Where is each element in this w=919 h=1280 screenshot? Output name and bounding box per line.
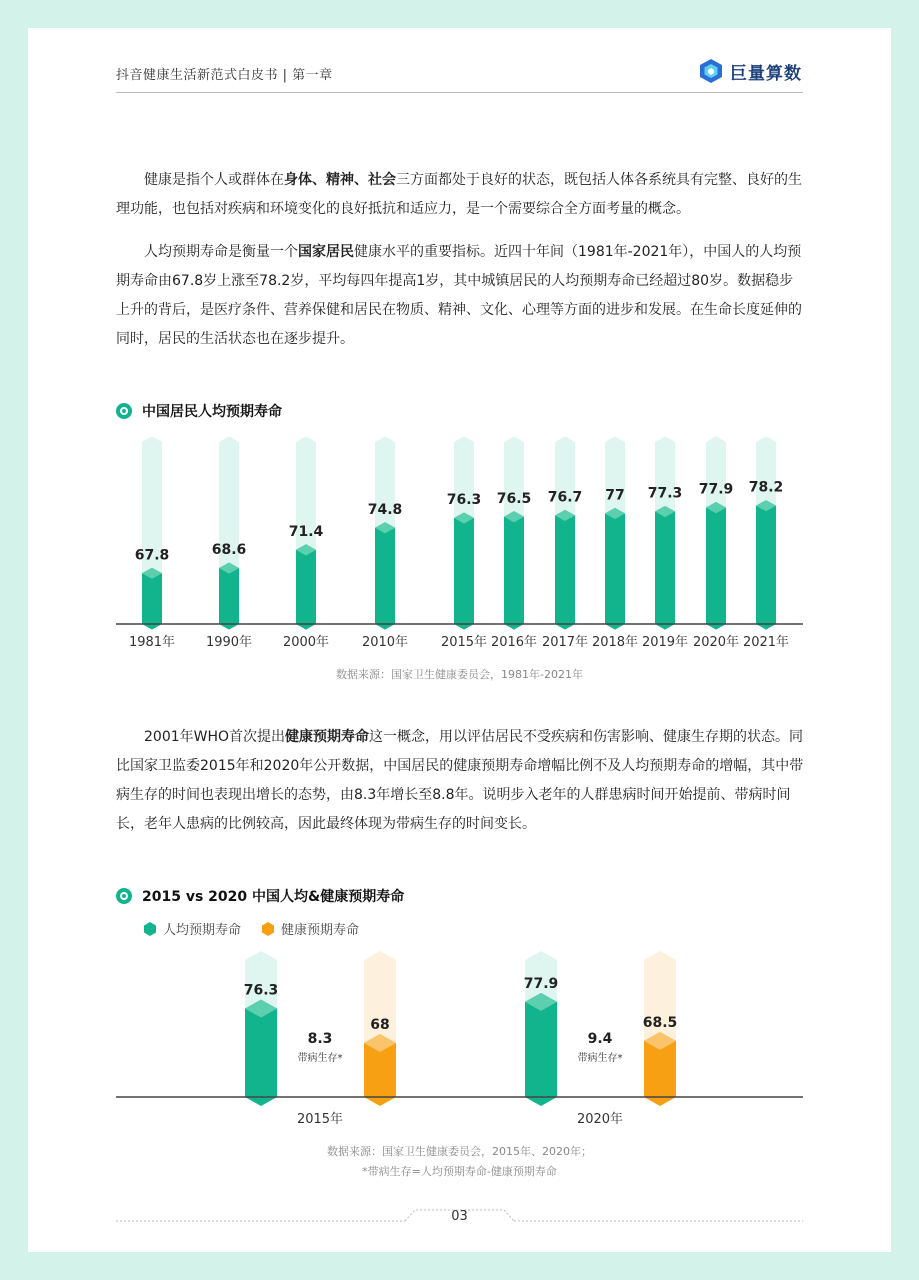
x-tick-label: 2017年 xyxy=(541,635,589,650)
bar-value-label: 68.5 xyxy=(642,1014,678,1031)
chart1-source: 数据来源：国家卫生健康委员会，1981年-2021年 xyxy=(336,668,583,681)
bar-value-label: 77.9 xyxy=(698,481,734,498)
comparison-chart xyxy=(0,945,919,1145)
gap-value-label: 9.4 xyxy=(587,1031,613,1047)
logo xyxy=(698,58,802,84)
bar-value-label: 76.7 xyxy=(547,489,583,506)
legend-item-life xyxy=(143,919,241,938)
bar-value-label: 76.3 xyxy=(243,982,279,999)
bar xyxy=(706,502,726,630)
paragraph-3-part-a: 2001年WHO首次提出 xyxy=(144,729,286,745)
bar xyxy=(375,522,395,629)
x-tick-label: 2016年 xyxy=(490,635,538,650)
bar xyxy=(504,511,524,629)
gap-label: 带病生存* xyxy=(577,1053,623,1064)
paragraph-1-part-a: 健康是指个人或群体在 xyxy=(144,172,284,188)
paragraph-2-part-a: 人均预期寿命是衡量一个 xyxy=(144,244,298,260)
legend-label-healthy: 健康预期寿命 xyxy=(281,923,360,938)
bar-value-label: 76.3 xyxy=(446,492,482,509)
chart2-legend xyxy=(143,919,359,938)
chart2-heading xyxy=(116,886,404,906)
x-tick-label: 2021年 xyxy=(742,635,790,650)
paragraph-1-bold: 身体、精神、社会 xyxy=(284,172,396,188)
paragraph-1 xyxy=(116,166,806,224)
page-number: 03 xyxy=(451,1209,468,1224)
life-expectancy-chart xyxy=(0,430,919,660)
paragraph-1-part-c: 三方面都处于良好的状态，既包括人体各系统具有完整、良好的生理功能，也包括对疾病和环境变化的良好抵抗和适应力，是一个需要综合全方面考量的概念。 xyxy=(116,172,802,217)
bar-value-label: 78.2 xyxy=(748,479,784,496)
bar xyxy=(555,510,575,630)
target-icon xyxy=(116,888,132,904)
logo-icon xyxy=(698,58,724,84)
hexagon-icon xyxy=(261,922,275,936)
bar-value-label: 71.4 xyxy=(288,523,324,540)
bar xyxy=(296,544,316,629)
x-tick-label: 2018年 xyxy=(591,635,639,650)
paragraph-3-part-c: 这一概念，用以评估居民不受疾病和伤害影响、健康生存期的状态。同比国家卫监委2015年和2020年公开数据，中国居民的健康预期寿命增幅比例不及人均预期寿命的增幅，其中带病生存的时间也表现出增长的态势，由8.3年增长至8.8年。说明步入老年的人群患病时间开始提前、带病时间长，老年人患病的比例较高，因此最终体现为带病生存的时间变长。 xyxy=(116,729,804,832)
x-tick-label: 2019年 xyxy=(641,635,689,650)
x-tick-label: 1990年 xyxy=(205,635,253,650)
chart2-source-2: *带病生存=人均预期寿命-健康预期寿命 xyxy=(362,1165,557,1178)
paragraph-3 xyxy=(116,723,806,839)
bar xyxy=(454,512,474,629)
bar-value-label: 74.8 xyxy=(367,501,403,518)
bar-value-label: 77.3 xyxy=(647,485,683,502)
paragraph-3-bold: 健康预期寿命 xyxy=(285,729,370,745)
bar-value-label: 77.9 xyxy=(523,975,559,992)
logo-text: 巨量算数 xyxy=(730,63,802,84)
x-tick-label: 2010年 xyxy=(361,635,409,650)
paragraph-2-bold: 国家居民 xyxy=(298,244,354,260)
legend-item-healthy xyxy=(261,919,359,938)
x-tick-label: 1981年 xyxy=(128,635,176,650)
bar-value-label: 67.8 xyxy=(134,547,170,564)
paragraph-2 xyxy=(116,238,806,354)
x-tick-label: 2020年 xyxy=(576,1112,624,1127)
bar xyxy=(605,508,625,630)
gap-label: 带病生存* xyxy=(297,1053,343,1064)
hexagon-icon xyxy=(143,922,157,936)
x-tick-label: 2015年 xyxy=(440,635,488,650)
x-tick-label: 2020年 xyxy=(692,635,740,650)
bar xyxy=(655,506,675,630)
bar-value-label: 68 xyxy=(370,1017,390,1034)
legend-label-life: 人均预期寿命 xyxy=(163,923,242,938)
bar xyxy=(756,500,776,629)
bar-value-label: 68.6 xyxy=(211,542,247,559)
paragraph-2-part-c: 健康水平的重要指标。近四十年间（1981年-2021年），中国人的人均预期寿命由67.8岁上涨至78.2岁，平均每四年提高1岁，其中城镇居民的人均预期寿命已经超过80岁。数据稳步上升的背后，是医疗条件、营养保健和居民在物质、精神、文化、心理等方面的进步和发展。在生命长度延伸的同时，居民的生活状态也在逐步提升。 xyxy=(116,244,802,347)
x-tick-label: 2015年 xyxy=(296,1112,344,1127)
target-icon xyxy=(116,403,132,419)
x-tick-label: 2000年 xyxy=(282,635,330,650)
gap-value-label: 8.3 xyxy=(307,1031,333,1047)
chart1-heading xyxy=(116,401,282,421)
chart1-title: 中国居民人均预期寿命 xyxy=(142,404,282,420)
bar-value-label: 76.5 xyxy=(496,490,532,507)
header-divider xyxy=(116,92,803,93)
header-title: 抖音健康生活新范式白皮书 | 第一章 xyxy=(116,68,333,83)
bar-value-label: 77 xyxy=(605,487,625,504)
chart2-source-1: 数据来源：国家卫生健康委员会，2015年、2020年； xyxy=(327,1145,592,1158)
chart2-title: 2015 vs 2020 中国人均&健康预期寿命 xyxy=(142,889,405,905)
